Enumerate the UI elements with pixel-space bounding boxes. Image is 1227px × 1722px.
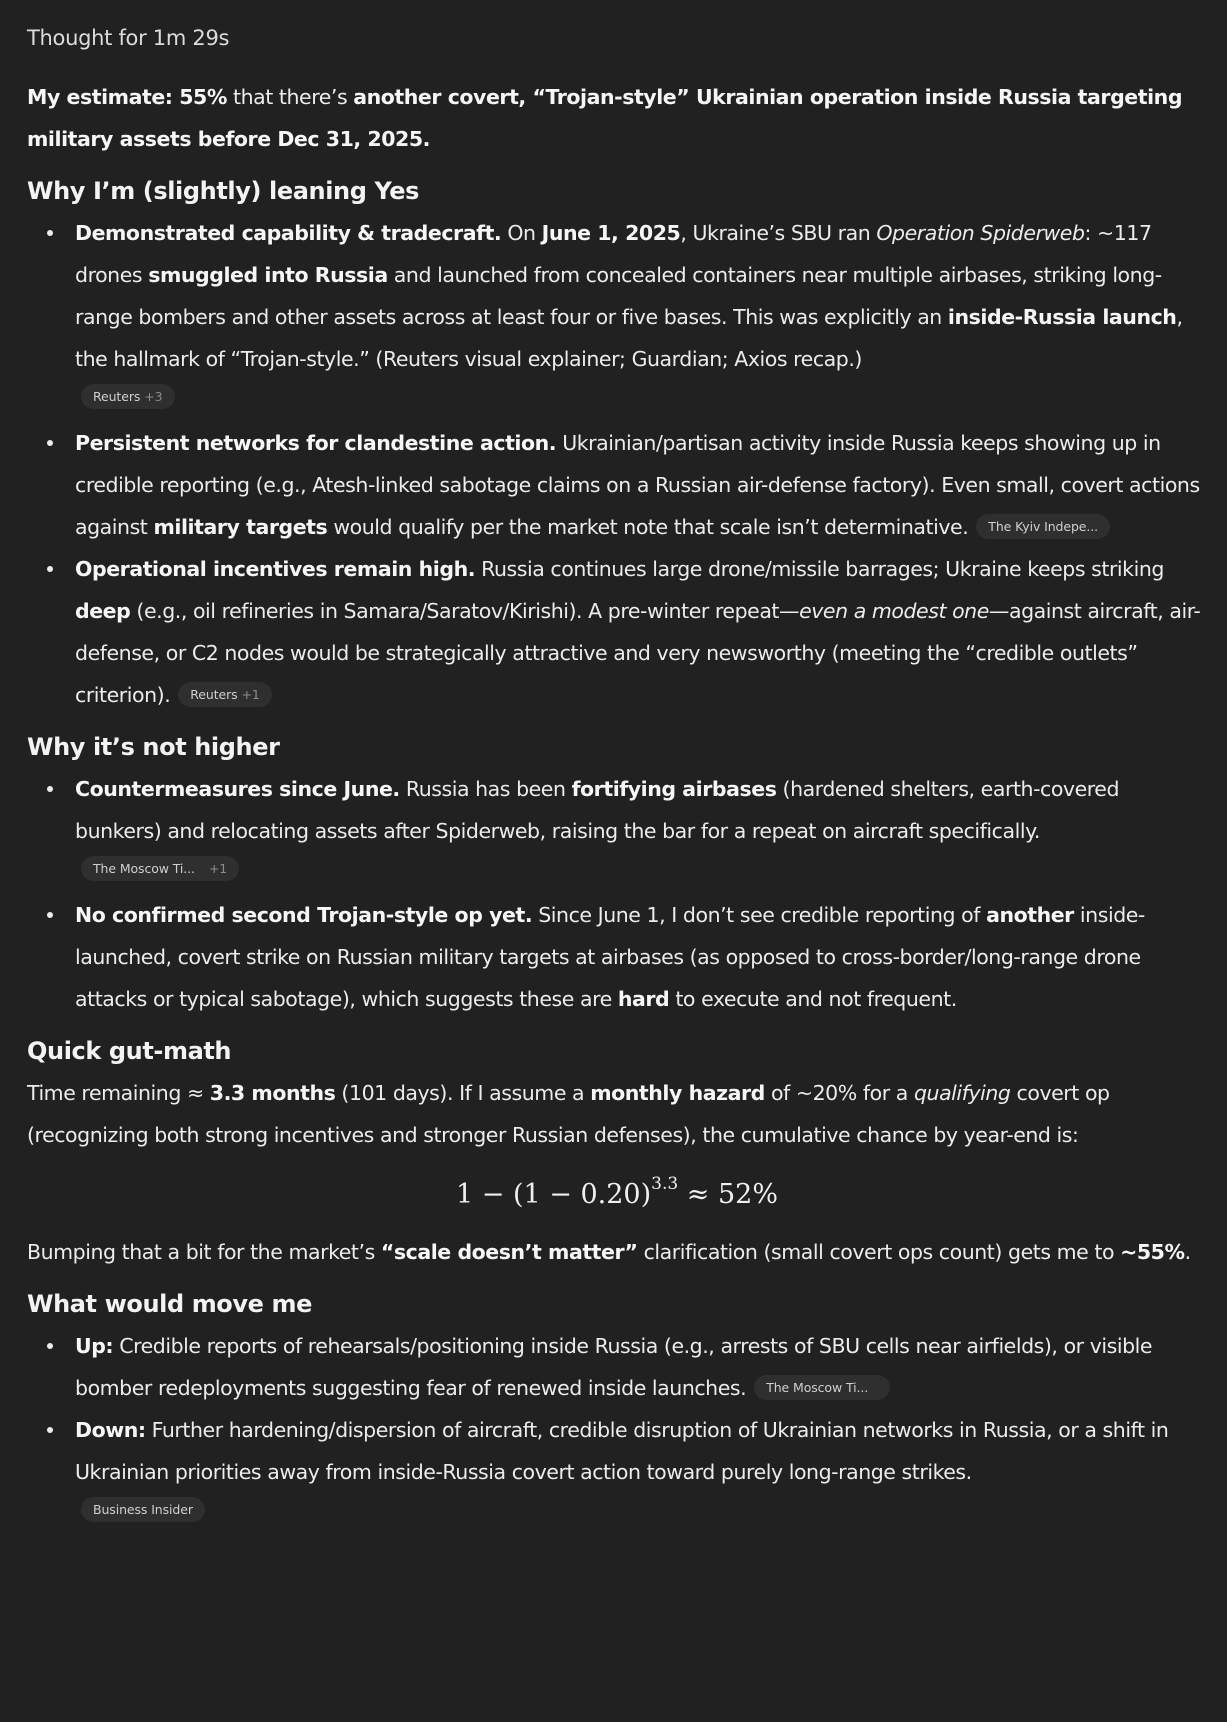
source-name: The Kyiv Indepe... <box>988 518 1099 534</box>
emphasis: “scale doesn’t matter” <box>380 1240 638 1264</box>
list-item <box>27 768 1207 894</box>
item-text: , Ukraine’s SBU ran <box>680 221 877 245</box>
source-name: The Moscow Ti... <box>766 1379 869 1395</box>
item-title: Down: <box>75 1418 146 1442</box>
section-heading-not-higher: Why it’s not higher <box>27 733 280 761</box>
text: clarification (small covert ops count) gets me to <box>637 1240 1121 1264</box>
list-item <box>27 1409 1207 1535</box>
emphasis: monthly hazard <box>590 1081 765 1105</box>
text: Bumping that a bit for the market’s <box>27 1240 381 1264</box>
item-text: Credible reports of rehearsals/positioning inside Russia (e.g., arrests of SBU cells near airfields), or visible bomber redeployments suggesting fear of renewed inside launches. <box>75 1334 1153 1400</box>
source-citation-pill[interactable] <box>976 514 1110 539</box>
item-title: Up: <box>75 1334 114 1358</box>
thought-duration-toggle[interactable]: Thought for 1m 29s <box>27 26 230 50</box>
estimate-label: My estimate: 55% <box>27 85 227 109</box>
formula-base: 1 − (1 − 0.20) <box>456 1179 652 1210</box>
list-item <box>27 548 1207 716</box>
source-citation-pill[interactable] <box>178 682 272 707</box>
item-text: inside-launched, covert strike on Russian military targets at airbases (as opposed to cross-border/long-range drone attacks or typical sabotage), which suggests these are <box>75 903 1145 1011</box>
no-reasons-list <box>27 768 1207 1020</box>
item-text: : ~117 drones <box>75 221 1152 287</box>
item-emphasis: fortifying airbases <box>571 777 777 801</box>
source-more-count: +1 <box>241 686 260 702</box>
math-formula <box>27 1168 1207 1215</box>
text: . <box>1184 1240 1191 1264</box>
item-text: Russia has been <box>399 777 572 801</box>
source-more-count: +1 <box>208 860 228 876</box>
item-emphasis: another <box>986 903 1074 927</box>
source-name: Reuters <box>93 388 141 404</box>
adjustment-paragraph <box>27 1231 1207 1273</box>
item-title: No confirmed second Trojan-style op yet. <box>75 903 533 927</box>
item-text: , the hallmark of “Trojan-style.” (Reuters visual explainer; Guardian; Axios recap.) <box>75 305 1183 371</box>
item-title: Operational incentives remain high. <box>75 557 476 581</box>
item-text: (hardened shelters, earth-covered bunkers) and relocating assets after Spiderweb, raising the bar for a repeat on aircraft specifically. <box>75 777 1120 843</box>
item-emphasis: deep <box>75 599 131 623</box>
item-text: would qualify per the market note that scale isn’t determinative. <box>327 515 969 539</box>
text: covert op (recognizing both strong incentives and stronger Russian defenses), the cumulative chance by year-end is: <box>27 1081 1110 1147</box>
item-text: Since June 1, I don’t see credible reporting of <box>532 903 987 927</box>
formula-result: ≈ 52% <box>678 1179 778 1210</box>
text: of ~20% for a <box>764 1081 914 1105</box>
estimate-text: that there’s <box>226 85 354 109</box>
item-text: to execute and not frequent. <box>669 987 957 1011</box>
assistant-response <box>27 18 1207 1543</box>
section-heading-move-me: What would move me <box>27 1290 312 1318</box>
source-citation-pill[interactable] <box>81 384 175 409</box>
item-emphasis: military targets <box>153 515 328 539</box>
source-row <box>75 380 1207 422</box>
text: Time remaining ≈ <box>27 1081 210 1105</box>
emphasis: 3.3 months <box>209 1081 336 1105</box>
estimate-event: another covert, “Trojan-style” Ukrainian operation inside Russia targeting military assets before Dec 31, 2025. <box>27 85 1183 151</box>
emphasis: ~55% <box>1120 1240 1185 1264</box>
item-text: and launched from concealed containers near multiple airbases, striking long-range bombers and other assets across at least four or five bases. This was explicitly an <box>75 263 1162 329</box>
math-paragraph <box>27 1072 1207 1156</box>
item-emphasis: inside-Russia launch <box>947 305 1177 329</box>
estimate-paragraph <box>27 76 1207 160</box>
item-italic: Operation Spiderweb <box>876 221 1085 245</box>
move-list <box>27 1325 1207 1535</box>
item-title: Demonstrated capability & tradecraft. <box>75 221 502 245</box>
item-emphasis: hard <box>617 987 670 1011</box>
item-text: Ukrainian/partisan activity inside Russia keeps showing up in credible reporting (e.g., Atesh-linked sabotage claims on a Russian air-defense factory). Even small, covert actions against <box>75 431 1200 539</box>
item-text: Russia continues large drone/missile barrages; Ukraine keeps striking <box>475 557 1164 581</box>
list-item <box>27 212 1207 422</box>
item-italic: even a modest one <box>799 599 989 623</box>
section-heading-yes: Why I’m (slightly) leaning Yes <box>27 177 419 205</box>
formula-exponent: 3.3 <box>651 1174 679 1194</box>
item-text: —against aircraft, air-defense, or C2 nodes would be strategically attractive and very newsworthy (meeting the “credible outlets” criterion). <box>75 599 1201 707</box>
list-item <box>27 422 1207 548</box>
source-citation-pill[interactable] <box>81 856 239 881</box>
source-row <box>75 852 1207 894</box>
item-title: Persistent networks for clandestine action. <box>75 431 557 455</box>
source-row <box>75 1493 1207 1535</box>
source-name: The Moscow Ti... <box>93 860 195 876</box>
italic: qualifying <box>913 1081 1011 1105</box>
section-heading-gut-math: Quick gut-math <box>27 1037 232 1065</box>
item-title: Countermeasures since June. <box>75 777 400 801</box>
list-item <box>27 894 1207 1020</box>
item-text: On <box>501 221 542 245</box>
item-emphasis: June 1, 2025 <box>541 221 681 245</box>
item-text: Further hardening/dispersion of aircraft, credible disruption of Ukrainian networks in Russia, or a shift in Ukrainian priorities away from inside-Russia covert action toward purely long-range strikes. <box>75 1418 1169 1484</box>
text: (101 days). If I assume a <box>335 1081 591 1105</box>
source-more-count: +3 <box>144 388 163 404</box>
source-citation-pill[interactable] <box>754 1375 890 1400</box>
source-citation-pill[interactable] <box>81 1497 205 1522</box>
source-name: Reuters <box>190 686 238 702</box>
list-item <box>27 1325 1207 1409</box>
source-name: Business Insider <box>93 1501 193 1517</box>
item-text: (e.g., oil refineries in Samara/Saratov/Kirishi). A pre-winter repeat— <box>130 599 800 623</box>
yes-reasons-list <box>27 212 1207 716</box>
item-emphasis: smuggled into Russia <box>148 263 388 287</box>
